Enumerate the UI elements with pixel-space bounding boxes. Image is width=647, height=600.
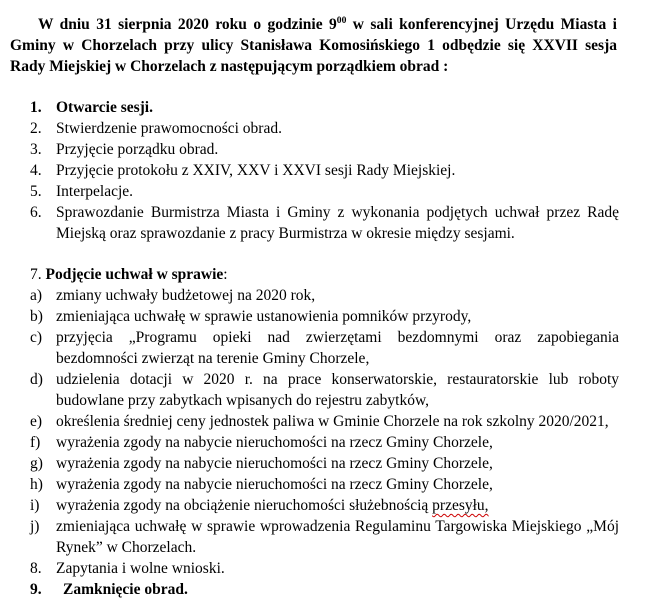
item-number: 8. bbox=[30, 560, 42, 577]
resolution-item bbox=[30, 516, 619, 558]
resolution-item bbox=[30, 474, 619, 495]
item-number: 6. bbox=[30, 204, 42, 221]
item-text: Zapytania i wolne wnioski. bbox=[56, 560, 225, 577]
item-text: przyjęcia „Programu opieki nad zwierzętami bezdomnymi oraz zapobiegania bezdomności zwierząt na terenie Gminy Chorzele, bbox=[56, 329, 619, 367]
item-letter: e) bbox=[30, 413, 43, 430]
resolution-item bbox=[30, 453, 619, 474]
section7-number: 7. bbox=[30, 266, 46, 283]
item-letter: g) bbox=[30, 455, 43, 472]
item-number: 2. bbox=[30, 120, 42, 137]
item-text: Otwarcie sesji. bbox=[56, 99, 153, 116]
agenda-item bbox=[30, 181, 619, 202]
item-text: udzielenia dotacji w 2020 r. na prace konserwatorskie, restauratorskie lub roboty budowlane przy zabytkach wpisanych do rejestru zabytków, bbox=[56, 371, 619, 409]
item-number: 1. bbox=[30, 99, 42, 116]
agenda-item bbox=[30, 118, 619, 139]
agenda-item bbox=[30, 579, 619, 600]
intro-paragraph bbox=[10, 14, 617, 77]
item-text: Przyjęcie protokołu z XXIV, XXV i XXVI sesji Rady Miejskiej. bbox=[56, 162, 456, 179]
item-letter: f) bbox=[30, 434, 41, 451]
misspelled-word: przesyłu, bbox=[432, 497, 489, 514]
item-text: Zamknięcie obrad. bbox=[63, 581, 188, 598]
section7-heading bbox=[30, 264, 619, 285]
item-text: zmiany uchwały budżetowej na 2020 rok, bbox=[56, 287, 316, 304]
section7-colon: : bbox=[223, 266, 228, 283]
item-number: 4. bbox=[30, 162, 42, 179]
agenda-item bbox=[30, 97, 619, 118]
item-letter: c) bbox=[30, 329, 43, 346]
item-letter: i) bbox=[30, 497, 40, 514]
item-text: wyrażenia zgody na nabycie nieruchomości na rzecz Gminy Chorzele, bbox=[56, 434, 493, 451]
item-number: 5. bbox=[30, 183, 42, 200]
resolution-item bbox=[30, 432, 619, 453]
agenda-item bbox=[30, 558, 619, 579]
resolution-item bbox=[30, 306, 619, 327]
item-letter: j) bbox=[30, 518, 40, 535]
intro-text-start: W dniu 31 sierpnia 2020 roku o godzinie 9 bbox=[38, 16, 337, 33]
resolution-item bbox=[30, 327, 619, 369]
item-letter: a) bbox=[30, 287, 43, 304]
item-text: wyrażenia zgody na nabycie nieruchomości na rzecz Gminy Chorzele, bbox=[56, 455, 493, 472]
item-text: zmieniająca uchwałę w sprawie ustanowienia pomników przyrody, bbox=[56, 308, 472, 325]
item-text bbox=[56, 495, 619, 516]
agenda-item bbox=[30, 202, 619, 244]
item-text: zmieniająca uchwałę w sprawie wprowadzenia Regulaminu Targowiska Miejskiego „Mój Rynek” w Chorzelach. bbox=[56, 518, 619, 556]
item-text: Interpelacje. bbox=[56, 183, 134, 200]
agenda-item bbox=[30, 160, 619, 181]
resolution-item bbox=[30, 411, 619, 432]
item-text: wyrażenia zgody na nabycie nieruchomości na rzecz Gminy Chorzele, bbox=[56, 476, 493, 493]
item-number: 3. bbox=[30, 141, 42, 158]
resolutions-list bbox=[0, 285, 647, 600]
agenda-list bbox=[0, 97, 647, 244]
resolution-item bbox=[30, 369, 619, 411]
item-text: określenia średniej ceny jednostek paliwa w Gminie Chorzele na rok szkolny 2020/2021, bbox=[56, 413, 609, 430]
resolution-item bbox=[30, 495, 619, 516]
item-letter: d) bbox=[30, 371, 43, 388]
intro-text-end: w sali konferencyjnej Urzędu Miasta i Gminy w Chorzelach przy ulicy Stanisława Komosińskiego 1 odbędzie się XXVII sesja Rady Miejskiej w Chorzelach z następującym porządkiem obrad : bbox=[10, 16, 617, 75]
item-text: Stwierdzenie prawomocności obrad. bbox=[56, 120, 282, 137]
item-text: Sprawozdanie Burmistrza Miasta i Gminy z wykonania podjętych uchwał przez Radę Miejską oraz sprawozdanie z pracy Burmistrza w okresie między sesjami. bbox=[56, 204, 619, 242]
section7-title: Podjęcie uchwał w sprawie bbox=[45, 266, 224, 283]
item-text-before: wyrażenia zgody na obciążenie nieruchomości służebnością bbox=[56, 497, 433, 514]
agenda-item bbox=[30, 139, 619, 160]
resolution-item bbox=[30, 285, 619, 306]
item-letter: b) bbox=[30, 308, 43, 325]
item-letter: h) bbox=[30, 476, 43, 493]
intro-superscript: 00 bbox=[336, 14, 347, 26]
item-text: Przyjęcie porządku obrad. bbox=[56, 141, 219, 158]
item-number: 9. bbox=[30, 581, 42, 598]
